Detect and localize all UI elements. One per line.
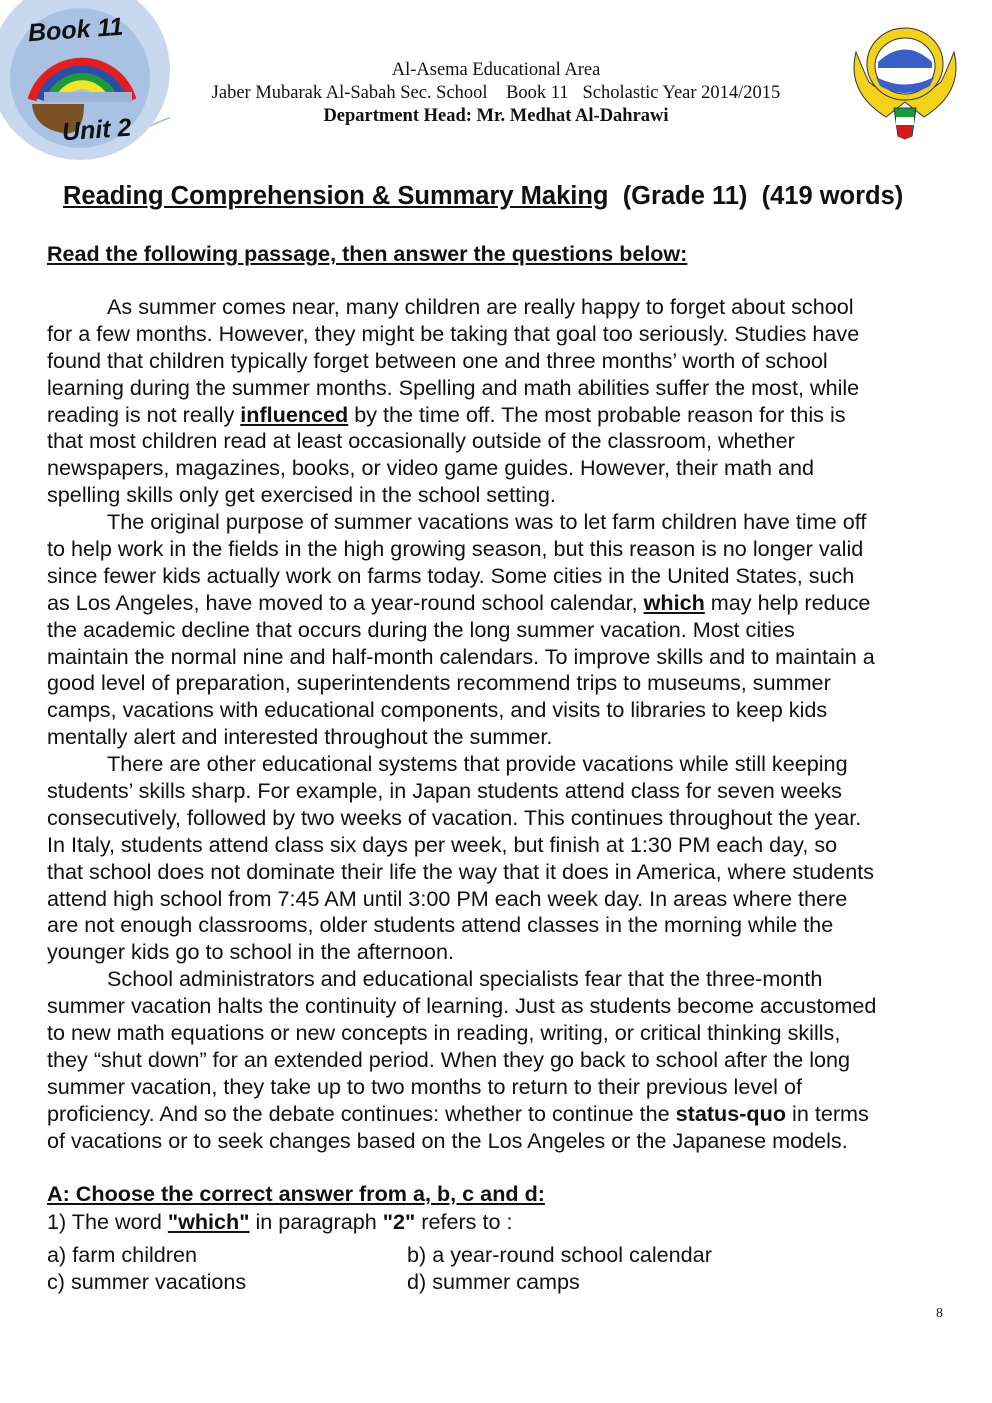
passage-text: reading is not really [47,401,241,427]
passage-text: proficiency. And so the debate continues: whether to continue the [47,1100,676,1126]
passage-text: good level of preparation, superintendents recommend trips to museums, summer [47,670,831,696]
header-area: Al-Asema Educational Area [391,60,601,80]
title-main: Reading Comprehension & Summary Making [63,182,609,210]
passage-text: There are other educational systems that provide vacations while still keeping [107,751,848,777]
passage-text: since fewer kids actually work on farms today. Some cities in the United States, such [47,562,855,588]
passage-text: the academic decline that occurs during the long summer vacation. Most cities [47,616,795,642]
passage-line [47,939,876,966]
passage-text: by the time off. The most probable reason for this is [348,401,846,427]
passage-text: maintain the normal nine and half-month calendars. To improve skills and to maintain a [47,643,875,669]
emphasized-word: which [643,589,705,615]
instruction: Read the following passage, then answer the questions below: [47,242,688,266]
passage-line [47,428,876,455]
passage-text: summer vacation, they take up to two months to return to their previous level of [47,1073,802,1099]
passage-line [47,482,876,509]
passage-text: learning during the summer months. Spelling and math abilities suffer the most, while [47,374,860,400]
passage-line [47,1128,876,1155]
passage-line [47,912,876,939]
logo-book-text: Book 11 [27,12,125,48]
passage-line [47,1047,876,1074]
passage [47,294,876,1155]
passage-text: School administrators and educational specialists fear that the three-month [107,966,823,992]
passage-text: younger kids go to school in the afternoon. [47,939,454,965]
passage-line [47,697,876,724]
passage-line [47,402,876,429]
passage-text: that most children read at least occasionally outside of the classroom, whether [47,428,795,454]
passage-line [47,563,876,590]
title-grade: (Grade 11) [622,182,748,210]
passage-text: As summer comes near, many children are really happy to forget about school [107,294,854,319]
passage-text: consecutively, followed by two weeks of vacation. This continues throughout the year. [47,804,862,830]
passage-text: they “shut down” for an extended period. When they go back to school after the long [47,1046,851,1072]
header-department: Department Head: Mr. Medhat Al-Dahrawi [323,106,669,126]
passage-line [47,724,876,751]
passage-line [47,670,876,697]
title-word-count: (419 words) [761,182,904,210]
passage-text: The original purpose of summer vacations was to let farm children have time off [107,509,867,535]
passage-line [47,1074,876,1101]
q1-mid: in paragraph [249,1209,383,1234]
passage-line [47,644,876,671]
emphasized-word: influenced [240,401,349,427]
option-c[interactable]: c) summer vacations [47,1269,247,1294]
passage-text: newspapers, magazines, books, or video game guides. However, their math and [47,455,814,481]
page-title [63,182,903,211]
q1-suffix: refers to : [415,1209,513,1234]
passage-line [47,509,876,536]
passage-line [47,778,876,805]
page-number: 8 [936,1306,943,1321]
passage-line [47,859,876,886]
passage-text: students’ skills sharp. For example, in Japan students attend class for seven weeks [47,778,842,804]
section-a-heading: A: Choose the correct answer from a, b, c and d: [47,1181,545,1206]
passage-line [47,348,876,375]
q1-paragraph: "2" [382,1209,416,1234]
passage-line [47,805,876,832]
question-1 [47,1209,512,1235]
passage-text: in terms [786,1100,869,1126]
q1-word: "which" [167,1209,250,1234]
passage-text: are not enough classrooms, older students attend classes in the morning while the [47,912,834,938]
option-d[interactable]: d) summer camps [407,1269,580,1294]
option-b[interactable]: b) a year-round school calendar [407,1242,712,1267]
passage-line [47,321,876,348]
passage-line [47,1101,876,1128]
emphasized-word: status-quo [675,1100,787,1126]
passage-line [47,832,876,859]
passage-line [47,1020,876,1047]
passage-line [47,966,876,993]
passage-line [47,455,876,482]
passage-line [47,886,876,913]
kuwait-emblem [846,22,964,140]
passage-text: to new math equations or new concepts in reading, writing, or critical thinking skills, [47,1020,841,1046]
passage-line [47,294,876,321]
passage-text: mentally alert and interested throughout the summer. [47,724,553,750]
passage-text: spelling skills only get exercised in the school setting. [47,482,556,508]
passage-text: to help work in the fields in the high growing season, but this reason is no longer valid [47,536,864,562]
passage-text: summer vacation halts the continuity of learning. Just as students become accustomed [47,993,877,1019]
passage-line [47,536,876,563]
option-a[interactable]: a) farm children [47,1242,198,1267]
passage-text: may help reduce [704,589,871,615]
passage-text: camps, vacations with educational components, and visits to libraries to keep kids [47,697,828,723]
passage-line [47,617,876,644]
passage-text: of vacations or to seek changes based on the Los Angeles or the Japanese models. [47,1127,848,1153]
passage-line [47,751,876,778]
passage-line [47,375,876,402]
passage-text: In Italy, students attend class six days per week, but finish at 1:30 PM each day, so [47,831,838,857]
passage-text: as Los Angeles, have moved to a year-round school calendar, [47,589,644,615]
passage-text: found that children typically forget between one and three months’ worth of school [47,347,828,373]
logo-unit-text: Unit 2 [61,113,133,147]
passage-line [47,993,876,1020]
passage-text: that school does not dominate their life the way that it does in America, where students [47,858,875,884]
passage-text: for a few months. However, they might be taking that goal too seriously. Studies have [47,320,860,346]
passage-line [47,590,876,617]
passage-text: attend high school from 7:45 AM until 3:00 PM each week day. In areas where there [47,885,848,911]
q1-prefix: 1) The word [47,1209,168,1234]
header-school: Jaber Mubarak Al-Sabah Sec. School Book 11 Scholastic Year 2014/2015 [211,83,781,103]
